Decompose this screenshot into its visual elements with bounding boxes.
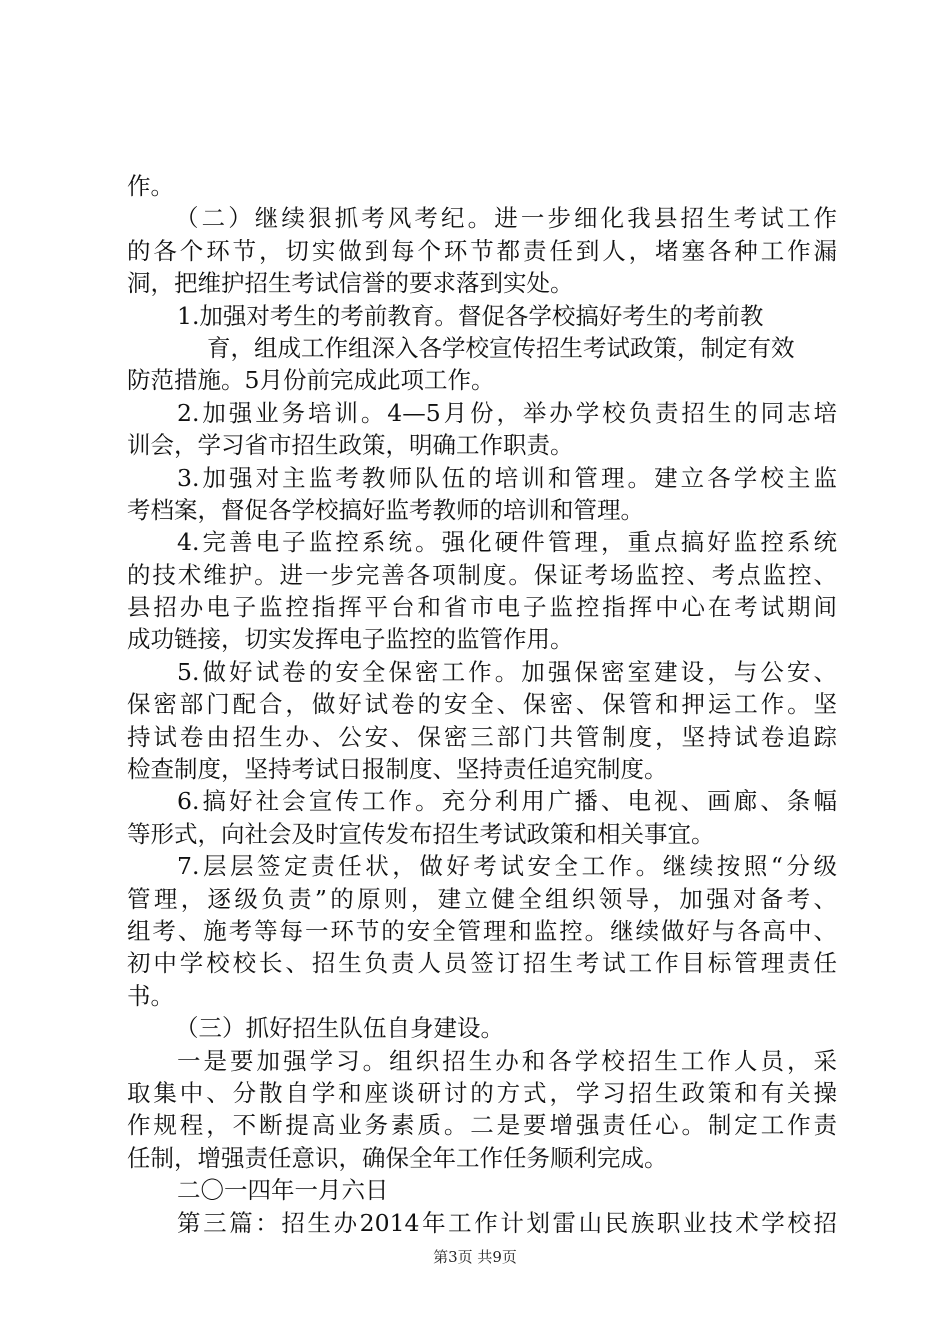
text-line: 取集中、分散自学和座谈研讨的方式，学习招生政策和有关操 [127,1078,837,1107]
text-line: 育，组成工作组深入各学校宣传招生考试政策，制定有效 [207,333,795,362]
text-line: 一是要加强学习。组织招生办和各学校招生工作人员，采 [177,1046,837,1075]
text-line: 管理，逐级负责”的原则，建立健全组织领导，加强对备考、 [127,884,837,913]
text-line: 保密部门配合，做好试卷的安全、保密、保管和押运工作。坚 [127,690,837,719]
text-line: 二〇一四年一月六日 [177,1176,389,1205]
text-line: 组考、施考等每一环节的安全管理和监控。继续做好与各高中、 [127,916,837,945]
text-line: （二）继续狠抓考风考纪。进一步细化我县招生考试工作 [175,204,837,233]
text-line: 等形式，向社会及时宣传发布招生考试政策和相关事宜。 [127,819,715,848]
text-line: 1.加强对考生的考前教育。督促各学校搞好考生的考前教 [177,301,764,330]
text-line: 洞，把维护招生考试信誉的要求落到实处。 [127,269,574,298]
text-line: 任制，增强责任意识，确保全年工作任务顺利完成。 [127,1143,668,1172]
text-line: 书。 [127,981,174,1010]
text-line: 6.搞好社会宣传工作。充分利用广播、电视、画廊、条幅 [177,787,837,816]
text-line: 2.加强业务培训。4—5月份，举办学校负责招生的同志培 [177,398,837,427]
text-line: 4.完善电子监控系统。强化硬件管理，重点搞好监控系统 [177,528,837,557]
text-line: 的技术维护。进一步完善各项制度。保证考场监控、考点监控、 [127,560,837,589]
text-line: 3.加强对主监考教师队伍的培训和管理。建立各学校主监 [177,463,837,492]
text-line: 初中学校校长、招生负责人员签订招生考试工作目标管理责任 [127,949,837,978]
text-line: 作规程，不断提高业务素质。二是要增强责任心。制定工作责 [127,1111,837,1140]
text-line: 成功链接，切实发挥电子监控的监管作用。 [127,625,574,654]
text-line: 县招办电子监控指挥平台和省市电子监控指挥中心在考试期间 [127,593,837,622]
text-line: 7.层层签定责任状，做好考试安全工作。继续按照“分级 [177,852,837,881]
document-body [127,170,837,1239]
text-line: 考档案，督促各学校搞好监考教师的培训和管理。 [127,495,644,524]
text-line: 训会，学习省市招生政策，明确工作职责。 [127,431,574,460]
text-line: 作。 [127,172,174,200]
text-line: 的各个环节，切实做到每个环节都责任到人，堵塞各种工作漏 [127,236,837,265]
text-line: 持试卷由招生办、公安、保密三部门共管制度，坚持试卷追踪 [127,722,837,751]
text-line: 第三篇：招生办2014年工作计划雷山民族职业技术学校招 [177,1208,837,1237]
text-line: 检查制度，坚持考试日报制度、坚持责任追究制度。 [127,755,668,784]
text-line: 5.做好试卷的安全保密工作。加强保密室建设，与公安、 [177,657,837,686]
page-footer: 第3页 共9页 [433,1248,517,1266]
text-line: （三）抓好招生队伍自身建设。 [175,1014,504,1043]
text-line: 防范措施。5月份前完成此项工作。 [127,366,495,395]
